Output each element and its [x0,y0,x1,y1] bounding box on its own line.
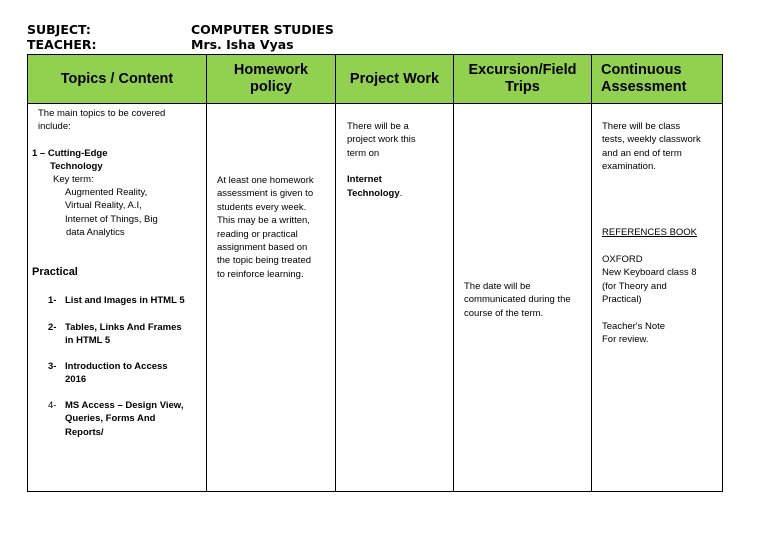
assessment-cell [592,104,723,492]
practical-heading: Practical [32,266,78,278]
teacher-value: Mrs. Isha Vyas [191,37,294,52]
subject-value: COMPUTER STUDIES [191,22,334,37]
practical-item: MS Access – Design View, Queries, Forms And Reports/ [65,400,184,438]
col-header-homework: Homework policy [207,55,336,104]
col-header-excursion: Excursion/Field Trips [454,55,592,104]
key-term: Augmented Reality, [65,187,148,198]
project-work-text: There will be a project work this term on Internet Technology. [347,121,416,199]
project-cell [336,104,454,492]
practical-item-number: 4- [48,400,57,411]
col-header-project: Project Work [336,55,454,104]
reference-book: OXFORD New Keyboard class 8 (for Theory and Practical) [602,254,697,306]
key-term: Internet of Things, Big [65,213,158,225]
key-term: Virtual Reality, A.I, [65,200,142,212]
project-topic-cont: Technology [347,187,400,199]
topics-intro: The main topics to be covered include: [38,108,166,133]
key-terms-list [65,186,158,240]
practical-item-number: 1- [48,295,57,306]
col-header-topics: Topics / Content [28,55,207,104]
homework-policy-text: At least one homework assessment is given to students every week. This may be a written, reading or practical assignment based on the topic being treated to reinforce learning. [217,175,314,280]
practical-item-number: 3- [48,361,57,372]
table-header-row [28,55,723,104]
practical-item: Introduction to Access 2016 [65,361,168,386]
col-header-assessment: Continuous Assessment [592,55,723,104]
project-topic: Internet [347,174,382,186]
table-body-row [28,104,723,492]
references-heading: REFERENCES BOOK [602,227,698,238]
topic-1-title-cont: Technology [50,161,103,172]
scheme-of-work-table [27,54,723,492]
assessment-text: There will be class tests, weekly classwork and an end of term examination. [602,121,701,173]
excursion-cell [454,104,592,492]
teacher-label: TEACHER: [27,37,97,52]
key-term: data Analytics [66,227,125,239]
practical-item: List and Images in HTML 5 [65,295,185,306]
practical-item-number: 2- [48,322,57,333]
topics-cell [28,104,207,492]
practical-item: Tables, Links And Frames in HTML 5 [65,322,182,347]
excursion-text: The date will be communicated during the course of the term. [464,281,571,319]
key-term-label: Key term: [53,174,94,185]
teacher-note: Teacher's Note For review. [602,321,666,346]
homework-cell [207,104,336,492]
topic-1-title: 1 – Cutting-Edge [32,148,108,159]
subject-label: SUBJECT: [27,22,91,37]
